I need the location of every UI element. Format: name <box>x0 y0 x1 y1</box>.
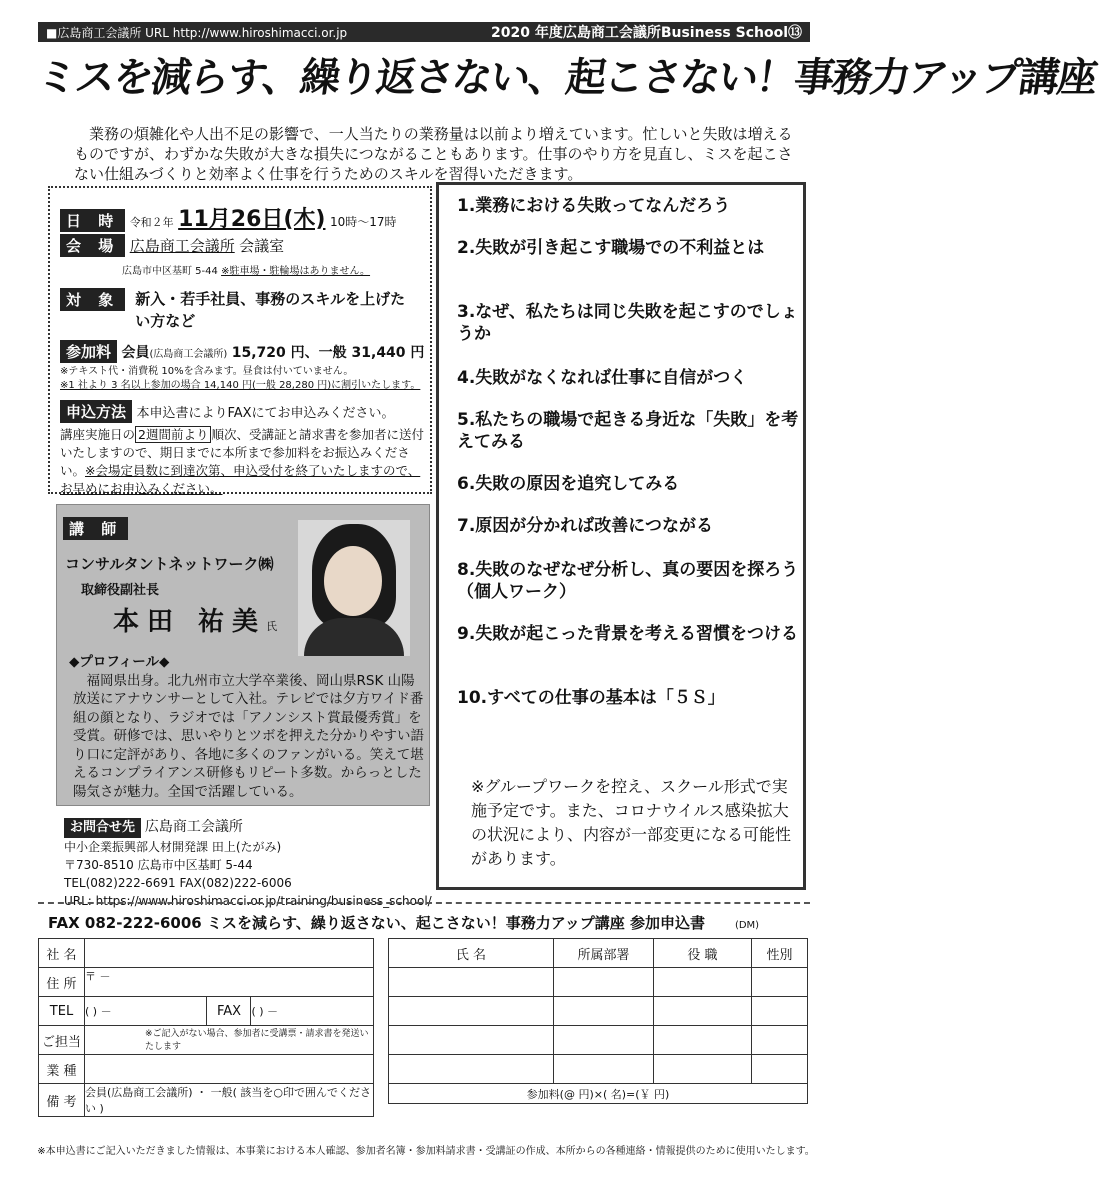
cut-line <box>38 902 810 904</box>
parking-note: ※駐車場・駐輪場はありません。 <box>221 266 371 277</box>
fee-note-1: ※テキスト代・消費税 10%を含みます。昼食は付いていません。 <box>60 366 354 377</box>
header-right: 2020 年度広島商工会議所Business School⑬ <box>491 25 802 41</box>
agenda-item: 6.失敗の原因を追究してみる <box>457 474 680 494</box>
apply-body-2: 順次、受講証と請求書を参加者に送付いたしますので、期日までに本所まで参加料をお振込みください。 <box>60 427 424 478</box>
profile-text: 福岡県出身。北九州市立大学卒業後、岡山県RSK 山陽放送にアナウンサーとして入社。テレビでは夕方ワイド番組の顔となり、ラジオでは「アノンシスト賞最優秀賞」を受賞。研修では、思いやりとツボを押えた分かりやすい語り口に定評があり、各地に多くのファンがいる。笑えて堪えるコンプライアンス研修もリピート多数。からっとした陽気さが魅力。全国で活躍している。 <box>73 672 424 800</box>
contact-tel: TEL(082)222-6691 FAX(082)222-6006 <box>64 876 292 890</box>
agenda-item: 10.すべての仕事の基本は「５Ｓ」 <box>457 688 725 708</box>
participant-title[interactable] <box>654 968 752 997</box>
participant-gender[interactable] <box>752 1055 808 1084</box>
fax-label: FAX <box>207 997 251 1026</box>
date-label: 日 時 <box>60 209 125 232</box>
fee-calc[interactable]: 参加料(@ 円)×( 名)=(￥ 円) <box>389 1084 808 1104</box>
participant-dept[interactable] <box>554 1026 654 1055</box>
company-label: 社 名 <box>39 939 85 968</box>
target: 新入・若手社員、事務のスキルを上げたい方など <box>135 290 406 330</box>
address: 広島市中区基町 5-44 <box>122 266 218 277</box>
fee-general: 、一般 31,440 円 <box>304 345 425 361</box>
contact-dept: 中小企業振興部人材開発課 田上(たがみ) <box>64 840 282 854</box>
contact-org: 広島商工会議所 <box>144 819 243 835</box>
venue-room: 会議室 <box>239 237 285 255</box>
industry-label: 業 種 <box>39 1055 85 1084</box>
fee-member-note: (広島商工会議所) <box>149 349 228 360</box>
instructor-position: 取締役副社長 <box>81 583 160 598</box>
tel-label: TEL <box>39 997 85 1026</box>
agenda-item: 3.なぜ、私たちは同じ失敗を起こすのでしょうか <box>457 302 798 344</box>
event-time: 10時～17時 <box>329 215 397 229</box>
agenda-item: 9.失敗が起こった背景を考える習慣をつける <box>457 624 798 644</box>
header-left: ■広島商工会議所 URL http://www.hiroshimacci.or.jp <box>46 25 348 40</box>
agenda-item: 4.失敗がなくなれば仕事に自信がつく <box>457 368 748 388</box>
tel-field[interactable]: ( ) － <box>85 997 207 1026</box>
fax-field[interactable]: ( ) － <box>251 997 374 1026</box>
privacy-footer: ※本申込書にご記入いただきました情報は、本事業における本人確認、参加者名簿・参加料請求書・受講証の作成、本所からの各種連絡・情報提供のために使用いたします。 <box>37 1146 815 1157</box>
header-bar <box>38 22 810 42</box>
fee-member: 会員 <box>121 345 150 361</box>
contact-addr: 〒730-8510 広島市中区基町 5-44 <box>64 858 253 872</box>
company-form <box>38 938 374 1117</box>
apply-body-3: ※会場定員数に到達次第、申込受付を終了いたしますので、お早めにお申込みください。 <box>60 463 421 496</box>
fee-member-price: 15,720 円 <box>231 345 305 361</box>
fee-label: 参加料 <box>60 340 117 363</box>
page-title: ミスを減らす、繰り返さない、起こさない！事務力アップ講座 <box>34 55 1099 101</box>
apply-box: 2週間前より <box>135 426 211 443</box>
agenda-item: 8.失敗のなぜなぜ分析し、真の要因を探ろう（個人ワーク） <box>457 560 799 602</box>
agenda-item: 5.私たちの職場で起きる身近な「失敗」を考えてみる <box>457 410 799 452</box>
participant-dept[interactable] <box>554 1055 654 1084</box>
venue-label: 会 場 <box>60 234 125 257</box>
participant-name[interactable] <box>389 997 554 1026</box>
event-info-box <box>48 186 432 494</box>
fee-note-2: ※1 社より 3 名以上参加の場合 14,140 円(一般 28,280 円)に割引いたします。 <box>60 380 421 391</box>
col-name: 氏 名 <box>389 939 554 968</box>
agenda-item: 1.業務における失敗ってなんだろう <box>457 196 731 216</box>
form-dm: (DM) <box>734 920 760 931</box>
contact-url: URL: https://www.hiroshimacci.or.jp/training/business_school/ <box>64 894 432 908</box>
instructor-label: 講 師 <box>63 517 128 540</box>
apply-label: 申込方法 <box>60 400 132 423</box>
instructor-name: 本田 祐美 <box>113 607 267 637</box>
industry-field[interactable] <box>85 1055 374 1084</box>
company-field[interactable] <box>85 939 374 968</box>
instructor-company: コンサルタントネットワーク㈱ <box>65 555 274 573</box>
venue: 広島商工会議所 <box>129 237 235 255</box>
form-header <box>48 912 808 933</box>
address-field[interactable]: 〒 － <box>85 968 374 997</box>
agenda-box <box>436 182 806 890</box>
contact-person-field[interactable]: ※ご記入がない場合、参加者に受講票・請求書を発送いたします <box>85 1026 374 1055</box>
participant-gender[interactable] <box>752 997 808 1026</box>
form-title: FAX 082-222-6006 ミスを減らす、繰り返さない、起こさない！事務力アップ講座 参加申込書 <box>48 914 705 932</box>
col-dept: 所属部署 <box>554 939 654 968</box>
agenda-item: 2.失敗が引き起こす職場での不利益とは <box>457 238 765 258</box>
profile-title: ◆プロフィール◆ <box>69 654 170 670</box>
participant-dept[interactable] <box>554 997 654 1026</box>
participants-form <box>388 938 808 1104</box>
participant-name[interactable] <box>389 1055 554 1084</box>
apply-body-1: 講座実施日の <box>60 427 136 442</box>
col-title: 役 職 <box>654 939 752 968</box>
participant-gender[interactable] <box>752 968 808 997</box>
contact-person-label: ご担当 <box>39 1026 85 1055</box>
intro-text: 業務の煩雑化や人出不足の影響で、一人当たりの業務量は以前より増えています。忙しいと失敗は増えるものですが、わずかな失敗が大きな損失につながることもあります。仕事のやり方を見直し、ミスを起こさない仕組みづくりと効率よく仕事を行うためのスキルを習得いただきます。 <box>74 125 793 183</box>
agenda-item: 7.原因が分かれば改善につながる <box>457 516 713 536</box>
participant-name[interactable] <box>389 968 554 997</box>
agenda-note: ※グループワークを控え、スクール形式で実施予定です。また、コロナウイルス感染拡大の状況により、内容が一部変更になる可能性があります。 <box>471 777 792 868</box>
participant-title[interactable] <box>654 1055 752 1084</box>
col-gender: 性別 <box>752 939 808 968</box>
contact-block <box>64 818 444 910</box>
target-label: 対 象 <box>60 288 125 311</box>
apply-text: 本申込書によりFAXにてお申込みください。 <box>136 406 395 421</box>
remarks-field[interactable]: 会員(広島商工会議所) ・ 一般( 該当を○印で囲んでください ) <box>85 1084 374 1117</box>
remarks-label: 備 考 <box>39 1084 85 1117</box>
instructor-photo <box>298 520 410 656</box>
address-label: 住 所 <box>39 968 85 997</box>
contact-label: お問合せ先 <box>64 818 141 838</box>
participant-title[interactable] <box>654 997 752 1026</box>
instructor-suffix: 氏 <box>266 620 278 633</box>
era: 令和２年 <box>129 216 174 229</box>
participant-name[interactable] <box>389 1026 554 1055</box>
participant-title[interactable] <box>654 1026 752 1055</box>
participant-dept[interactable] <box>554 968 654 997</box>
event-date: 11月26日(木) <box>178 207 326 232</box>
participant-gender[interactable] <box>752 1026 808 1055</box>
